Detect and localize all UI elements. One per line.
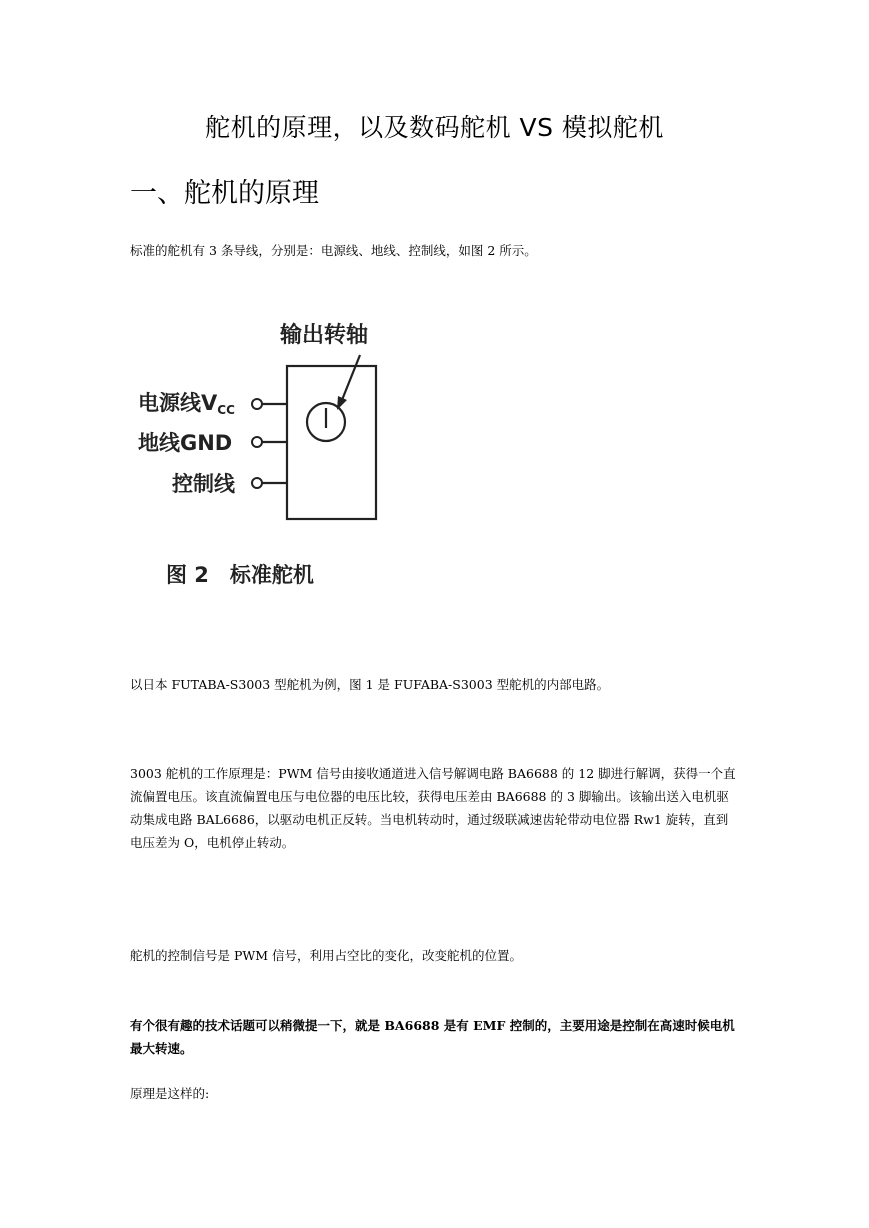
control-wire-label: 控制线 — [172, 472, 235, 496]
section-heading: 一、舵机的原理 — [130, 178, 319, 209]
page-title: 舵机的原理，以及数码舵机 VS 模拟舵机 — [205, 113, 664, 142]
servo-body — [287, 366, 376, 519]
paragraph-wires: 标准的舵机有 3 条导线，分别是：电源线、地线、控制线，如图 2 所示。 — [130, 243, 537, 258]
figure-caption: 图 2 标准舵机 — [166, 563, 314, 587]
vcc-terminal-icon — [252, 399, 262, 409]
vcc-wire-label: 电源线VCC — [138, 391, 235, 417]
gnd-terminal-icon — [252, 437, 262, 447]
arrow-icon — [342, 355, 360, 400]
output-shaft-label: 输出转轴 — [280, 323, 369, 348]
paragraph-principle-intro: 原理是这样的: — [130, 1086, 210, 1101]
control-terminal-icon — [252, 478, 262, 488]
paragraph-emf-note: 有个很有趣的技术话题可以稍微提一下，就是 BA6688 是有 EMF 控制的，主要用途是控制在高速时候电机最大转速。 — [130, 1018, 735, 1056]
servo-diagram — [130, 300, 390, 600]
servo-figure — [130, 300, 390, 600]
gnd-wire-label: 地线GND — [138, 431, 233, 455]
paragraph-working-principle: 3003 舵机的工作原理是：PWM 信号由接收通道进入信号解调电路 BA6688 的 12 脚进行解调，获得一个直流偏置电压。该直流偏置电压与电位器的电压比较，获得电压差由 BA6688 的 3 脚输出。该输出送入电机驱动集成电路 BAL6686，以驱动电机正反转。当电机转动时，通过级联减速齿轮带动电位器 Rw1 旋转，直到电压差为 O，电机停止转动。 — [130, 766, 736, 850]
paragraph-example: 以日本 FUTABA-S3003 型舵机为例，图 1 是 FUFABA-S3003 型舵机的内部电路。 — [130, 677, 610, 692]
paragraph-pwm: 舵机的控制信号是 PWM 信号，利用占空比的变化，改变舵机的位置。 — [130, 948, 523, 963]
